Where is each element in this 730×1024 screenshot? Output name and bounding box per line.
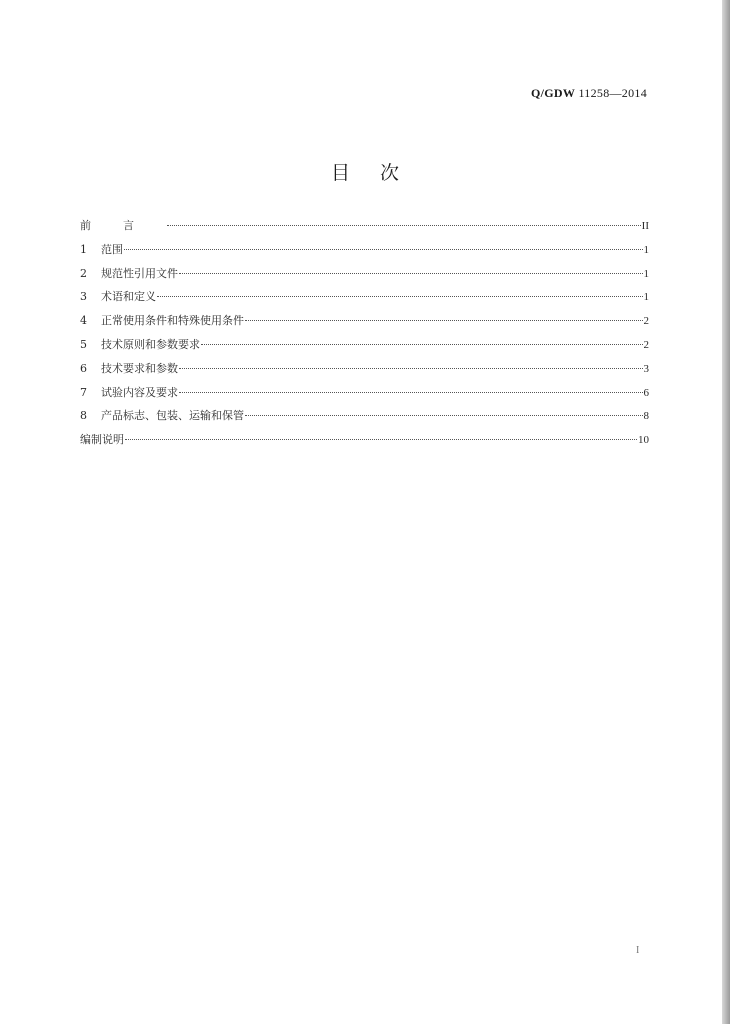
toc-entry-label: 编制说明: [80, 433, 124, 447]
toc-entry-number: 8: [80, 409, 87, 423]
toc-entry-number: 1: [80, 242, 87, 256]
toc-entry-label: 术语和定义: [101, 290, 156, 304]
toc-leader-dots: [157, 296, 643, 297]
toc-entry-label: 正常使用条件和特殊使用条件: [101, 314, 244, 328]
toc-leader-dots: [179, 392, 643, 393]
toc-leader-dots: [245, 320, 643, 321]
toc-entry-label: 技术要求和参数: [101, 361, 178, 375]
toc-entry-number: 6: [80, 361, 87, 375]
toc-entry-foreword[interactable]: [80, 217, 649, 241]
page-edge-shadow: [722, 0, 730, 1024]
toc-entry-page: 10: [638, 434, 649, 447]
toc-entry-usage-conditions[interactable]: [80, 312, 649, 336]
toc-entry-technical-requirements[interactable]: [80, 360, 649, 384]
toc-leader-dots: [179, 273, 643, 274]
toc-entry-page: 2: [643, 338, 649, 351]
toc-entry-test-content[interactable]: [80, 384, 649, 408]
toc-entry-page: 1: [643, 291, 649, 304]
toc-entry-number: 3: [80, 290, 87, 304]
toc-entry-page: 1: [643, 267, 649, 280]
standard-number: 11258—2014: [578, 86, 647, 100]
toc-entry-page: 1: [643, 243, 649, 256]
toc-entry-number: 5: [80, 337, 87, 351]
toc-entry-label: 范围: [101, 242, 123, 256]
toc-entry-page: 6: [643, 386, 649, 399]
toc-entry-technical-principles[interactable]: [80, 336, 649, 360]
toc-entry-page: 2: [643, 315, 649, 328]
standard-prefix: Q/GDW: [530, 86, 576, 100]
toc-entry-label: 产品标志、包装、运输和保管: [101, 409, 244, 423]
toc-entry-page: 8: [643, 410, 649, 423]
toc-entry-compilation-notes[interactable]: [80, 431, 649, 455]
toc-leader-dots: [125, 439, 637, 440]
toc-title: 目次: [330, 162, 429, 184]
toc-entry-number: 4: [80, 314, 87, 328]
toc-entry-scope[interactable]: [80, 241, 649, 265]
toc-entry-page: II: [641, 220, 649, 232]
page-number: I: [636, 945, 640, 956]
standard-code: [531, 86, 647, 101]
toc-leader-dots: [245, 415, 643, 416]
toc-entry-label: 规范性引用文件: [101, 266, 178, 280]
toc-entry-page: 3: [643, 362, 649, 375]
toc-entry-label: 试验内容及要求: [101, 385, 178, 399]
toc-leader-dots: [167, 225, 641, 226]
toc-entry-marking-packaging[interactable]: [80, 407, 649, 431]
table-of-contents: [80, 217, 649, 455]
toc-entry-label: 技术原则和参数要求: [101, 337, 200, 351]
toc-entry-normative-references[interactable]: [80, 265, 649, 289]
toc-leader-dots: [179, 368, 643, 369]
toc-leader-dots: [201, 344, 643, 345]
toc-entry-terms-definitions[interactable]: [80, 288, 649, 312]
toc-entry-label: 前言: [80, 219, 166, 232]
toc-entry-number: 7: [80, 385, 87, 399]
toc-entry-number: 2: [80, 266, 87, 280]
toc-leader-dots: [124, 249, 643, 250]
